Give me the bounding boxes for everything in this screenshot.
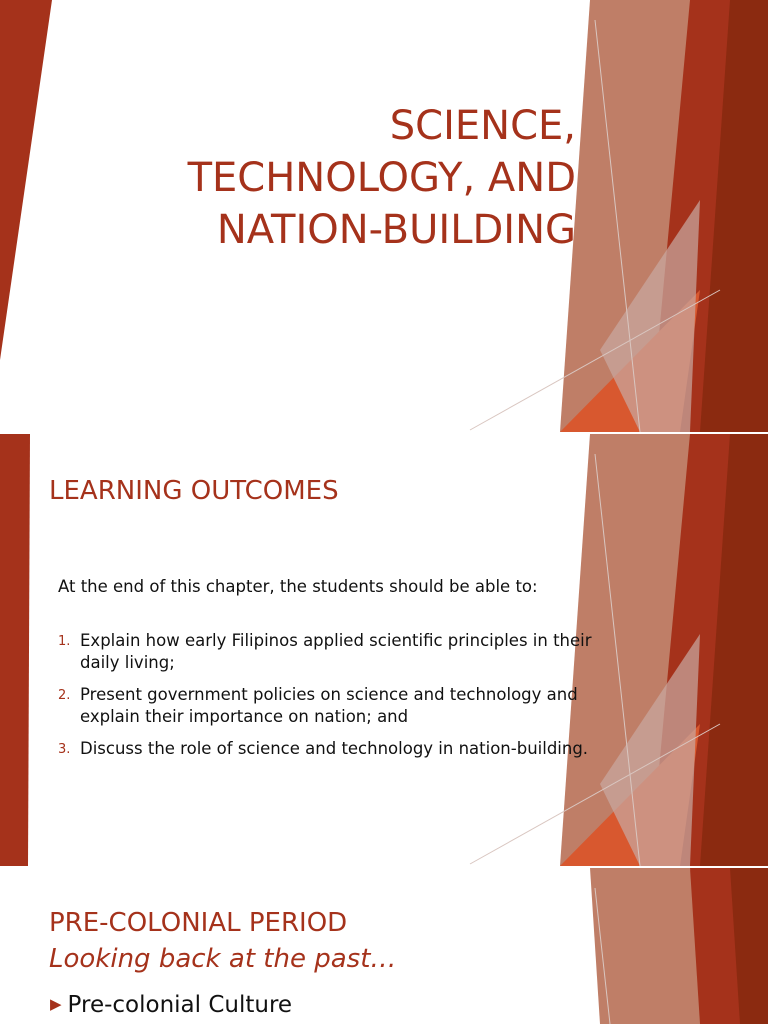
bullet-item [50, 992, 292, 1018]
slide-heading: LEARNING OUTCOMES [49, 476, 339, 506]
slide-title-heading [96, 100, 576, 256]
list-item-text: Discuss the role of science and technology in nation-building. [80, 739, 589, 758]
list-item [58, 684, 598, 728]
intro-text: At the end of this chapter, the students should be able to: [58, 577, 538, 596]
slide-learning-outcomes [0, 434, 768, 866]
left-stripe-shape [0, 434, 30, 866]
list-number: 3. [58, 742, 71, 757]
list-item-text: Explain how early Filipinos applied scientific principles in their daily living; [80, 631, 592, 672]
title-line: TECHNOLOGY, AND [187, 155, 576, 201]
list-number: 1. [58, 634, 71, 649]
triangle-bullet-icon: ▶ [50, 995, 62, 1013]
bullet-text: Pre-colonial Culture [67, 992, 293, 1018]
slide-pre-colonial [0, 868, 768, 1024]
list-item-text: Present government policies on science and technology and explain their importance on nation; and [80, 685, 578, 726]
title-line: SCIENCE, [389, 103, 576, 149]
list-item [58, 630, 598, 674]
slide-subheading: Looking back at the past… [49, 944, 397, 974]
outcomes-list [58, 630, 598, 770]
title-line: NATION-BUILDING [216, 207, 576, 253]
list-number: 2. [58, 688, 71, 703]
slide-title [0, 0, 768, 432]
left-stripe-shape [0, 0, 52, 360]
list-item [58, 738, 598, 760]
slide-heading: PRE-COLONIAL PERIOD [49, 908, 348, 938]
